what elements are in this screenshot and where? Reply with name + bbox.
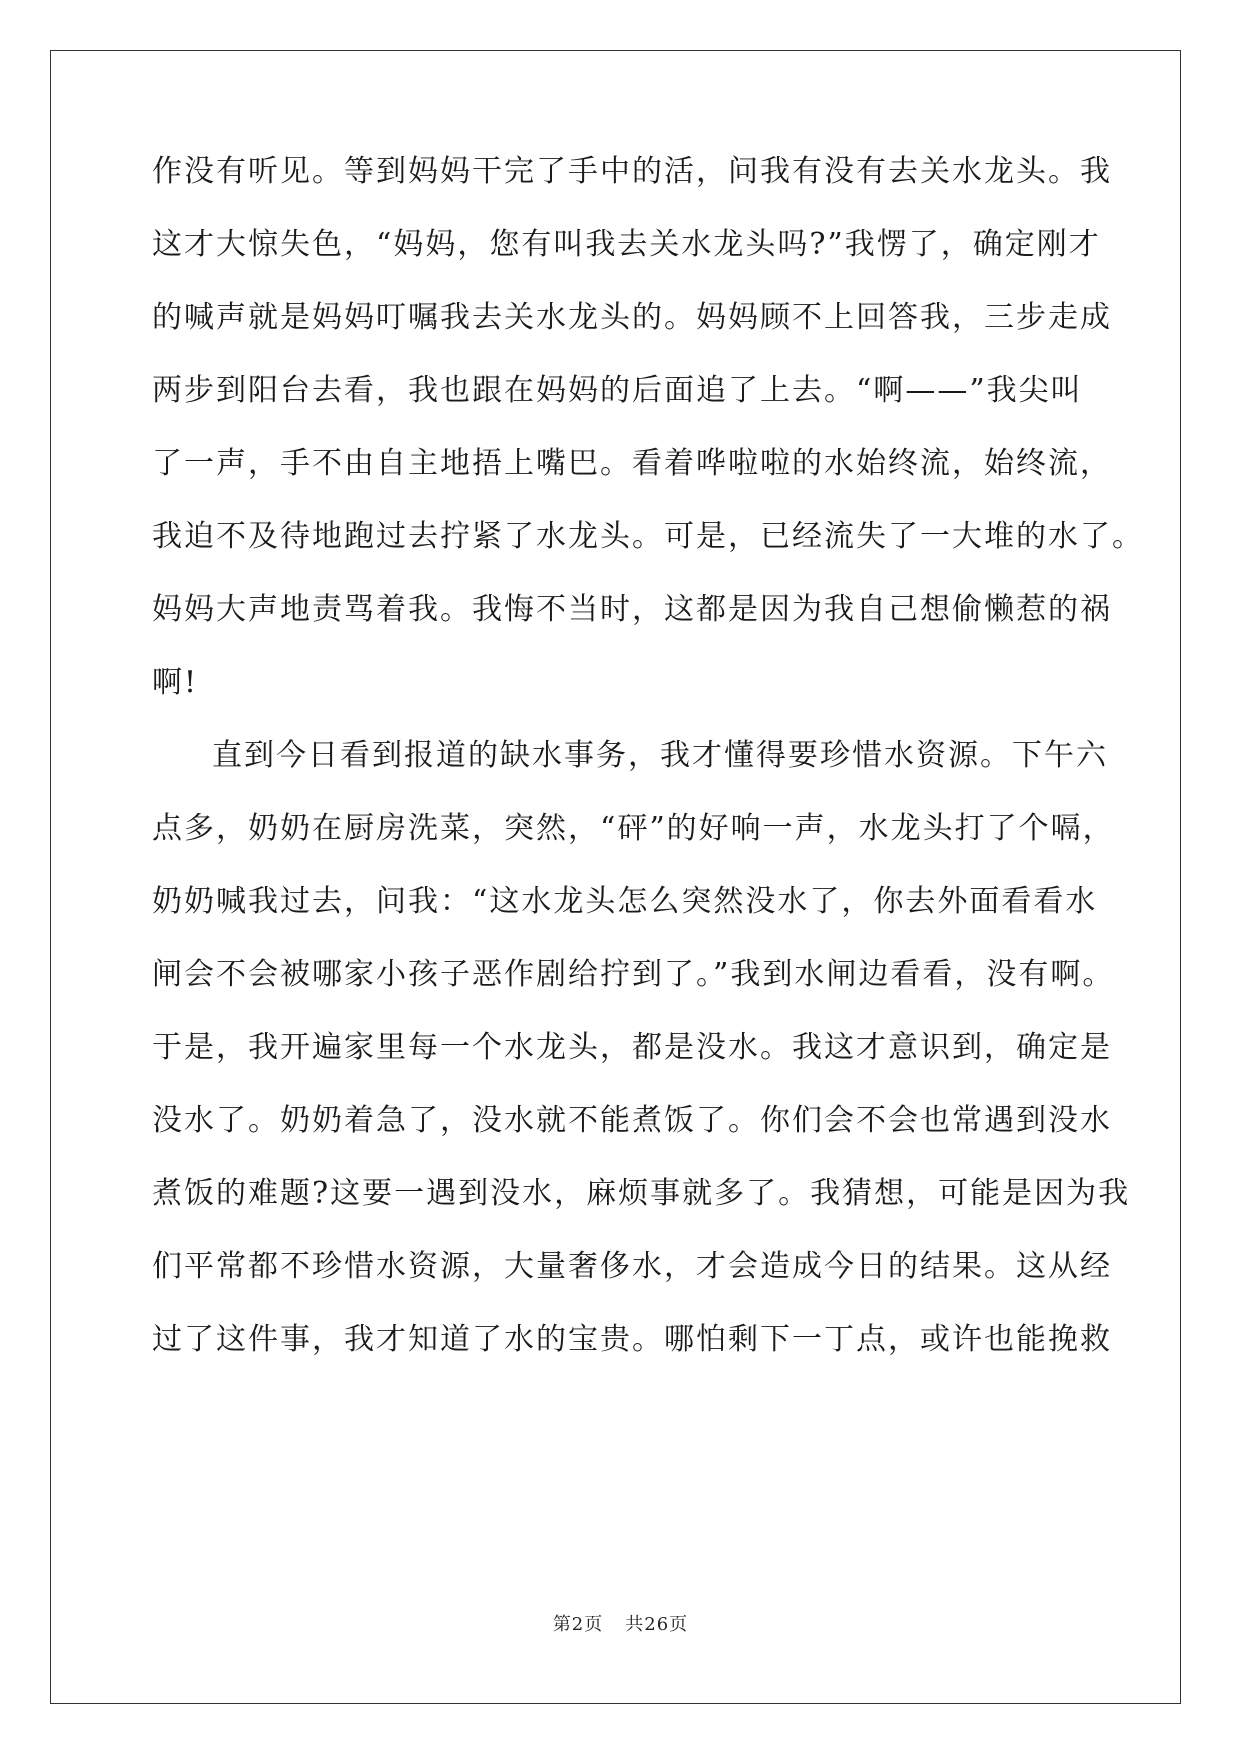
text-line: 奶奶喊我过去，问我：“这水龙头怎么突然没水了，你去外面看看水 [152,884,1098,919]
text-line: 点多，奶奶在厨房洗菜，突然，“砰”的好响一声，水龙头打了个嗝， [152,811,1115,846]
text-line: 作没有听见。等到妈妈干完了手中的活，问我有没有去关水龙头。我 [152,154,1112,189]
page-footer [0,1610,1241,1636]
text-line: 啊! [152,665,199,700]
page-number: 第2页 [552,1614,604,1635]
text-line: 没水了。奶奶着急了，没水就不能煮饭了。你们会不会也常遇到没水 [152,1103,1112,1138]
text-line: 了一声，手不由自主地捂上嘴巴。看着哗啦啦的水始终流，始终流， [152,446,1112,481]
text-line: 妈妈大声地责骂着我。我悔不当时，这都是因为我自己想偷懒惹的祸 [152,592,1112,627]
page-total: 共26页 [625,1614,689,1635]
text-line: 的喊声就是妈妈叮嘱我去关水龙头的。妈妈顾不上回答我，三步走成 [152,300,1112,335]
text-line: 煮饭的难题?这要一遇到没水，麻烦事就多了。我猜想，可能是因为我 [152,1176,1131,1211]
paragraph-first-line: 直到今日看到报道的缺水事务，我才懂得要珍惜水资源。下午六 [212,738,1108,773]
text-line: 我迫不及待地跑过去拧紧了水龙头。可是，已经流失了一大堆的水了。 [152,519,1144,554]
text-line: 两步到阳台去看，我也跟在妈妈的后面追了上去。“啊——”我尖叫 [152,373,1083,408]
text-line: 闸会不会被哪家小孩子恶作剧给拧到了。”我到水闸边看看，没有啊。 [152,957,1115,992]
text-line: 于是，我开遍家里每一个水龙头，都是没水。我这才意识到，确定是 [152,1030,1112,1065]
text-line: 们平常都不珍惜水资源，大量奢侈水，才会造成今日的结果。这从经 [152,1249,1112,1284]
text-line: 这才大惊失色，“妈妈，您有叫我去关水龙头吗?”我愣了，确定刚才 [152,227,1101,262]
text-line: 过了这件事，我才知道了水的宝贵。哪怕剩下一丁点，或许也能挽救 [152,1322,1112,1357]
